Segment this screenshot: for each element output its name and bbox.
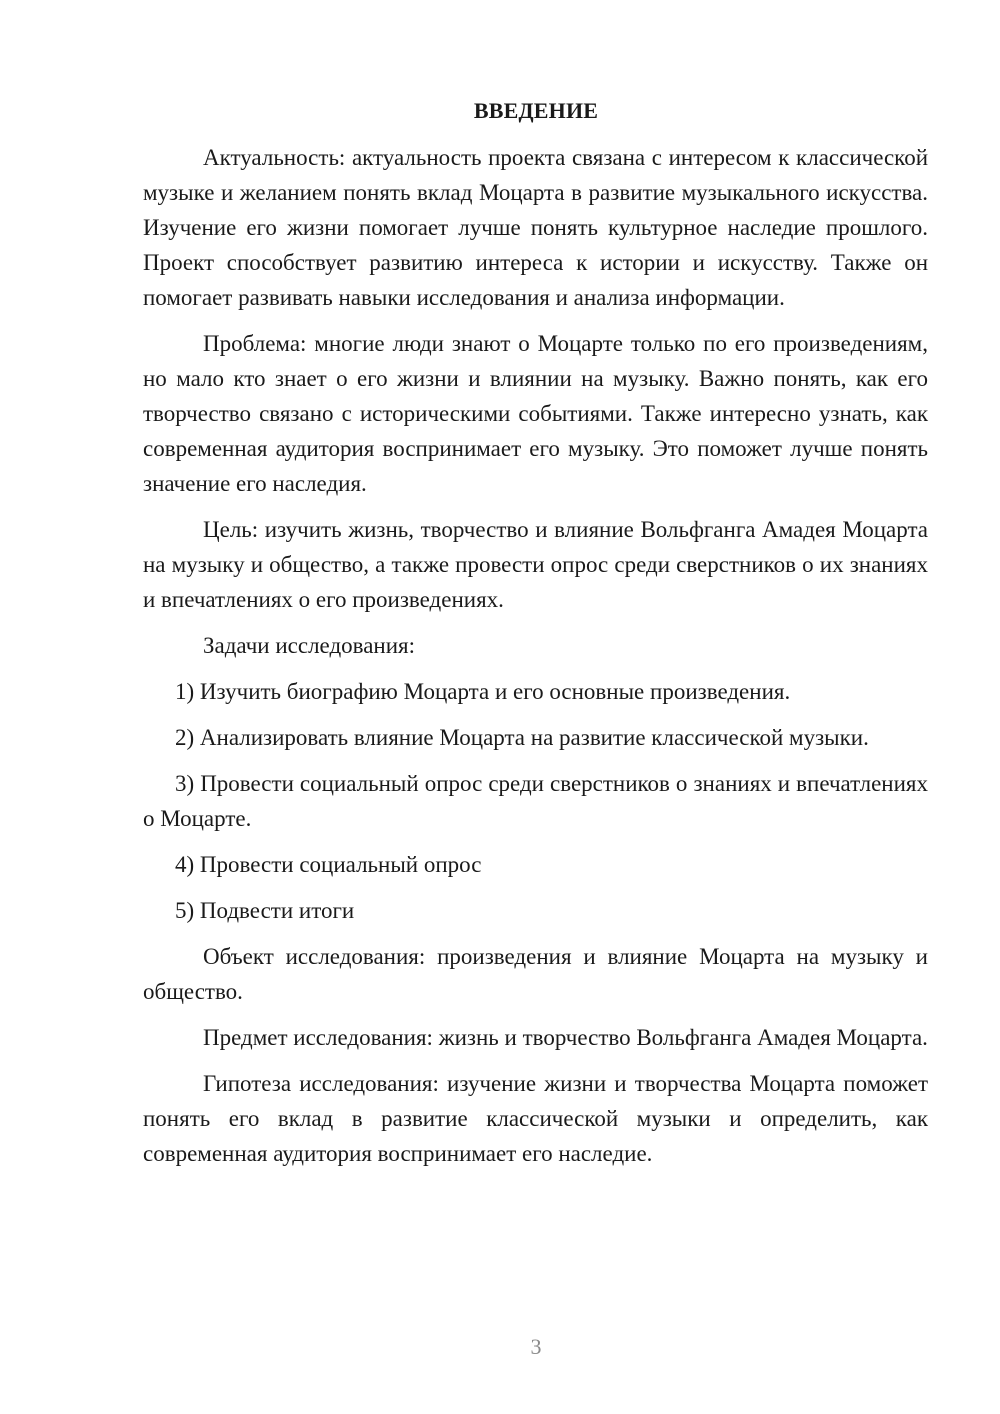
list-item: 1) Изучить биографию Моцарта и его основные произведения. — [175, 679, 791, 704]
list-item: 5) Подвести итоги — [175, 898, 355, 923]
paragraph-subject: Предмет исследования: жизнь и творчество Вольфганга Амадея Моцарта. — [203, 1025, 928, 1050]
paragraph-object: Объект исследования: произведения и влияние Моцарта на музыку и общество. — [143, 944, 928, 1004]
tasks-list — [143, 674, 928, 928]
page-title: ВВЕДЕНИЕ — [473, 98, 599, 123]
document-body — [143, 140, 928, 1182]
page-number: 3 — [530, 1334, 542, 1359]
list-item: 4) Провести социальный опрос — [175, 852, 482, 877]
tasks-heading: Задачи исследования: — [203, 633, 416, 658]
paragraph-relevance: Актуальность: актуальность проекта связана с интересом к классической музыке и желанием понять вклад Моцарта в развитие музыкального искусства. Изучение его жизни помогает лучше понять культурное наследие прошлого. Проект способствует развитию интереса к истории и искусству. Также он помогает развивать навыки исследования и анализа информации. — [143, 145, 928, 310]
paragraph-goal: Цель: изучить жизнь, творчество и влияние Вольфганга Амадея Моцарта на музыку и общество, а также провести опрос среди сверстников о их знаниях и впечатлениях о его произведениях. — [143, 517, 928, 612]
list-item: 2) Анализировать влияние Моцарта на развитие классической музыки. — [175, 725, 869, 750]
list-item: 3) Провести социальный опрос среди сверстников о знаниях и впечатлениях о Моцарте. — [143, 771, 928, 831]
paragraph-problem: Проблема: многие люди знают о Моцарте только по его произведениям, но мало кто знает о его жизни и влиянии на музыку. Важно понять, как его творчество связано с историческими событиями. Также интересно узнать, как современная аудитория воспринимает его музыку. Это поможет лучше понять значение его наследия. — [143, 331, 928, 496]
paragraph-hypothesis: Гипотеза исследования: изучение жизни и творчества Моцарта поможет понять его вклад в развитие классической музыки и определить, как современная аудитория воспринимает его наследие. — [143, 1071, 928, 1166]
